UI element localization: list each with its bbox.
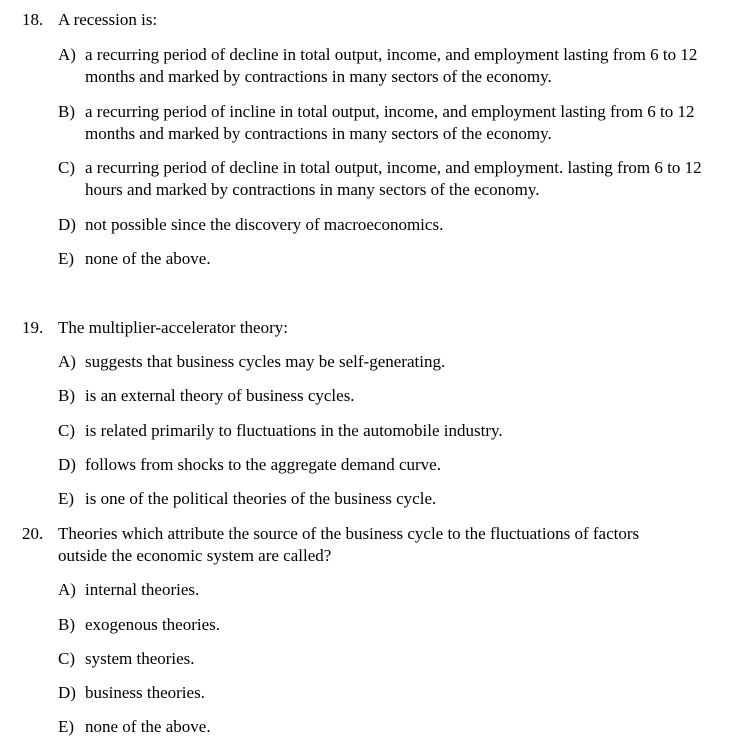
option-letter: C): [58, 158, 75, 177]
option-text: is one of the political theories of the business cycle.: [85, 489, 437, 508]
option-b: [58, 101, 718, 145]
option-letter: C): [58, 421, 75, 440]
option-b: [58, 614, 718, 636]
option-letter: E): [58, 249, 75, 268]
option-letter: B): [58, 615, 75, 634]
option-e: [58, 248, 718, 270]
option-letter: E): [58, 489, 75, 508]
option-c: [58, 157, 718, 201]
option-letter: A): [58, 45, 76, 64]
option-letter: A): [58, 580, 76, 599]
option-e: [58, 716, 718, 738]
question-stem: [22, 9, 712, 31]
option-d: [58, 682, 718, 704]
option-text: none of the above.: [85, 717, 211, 736]
option-letter: C): [58, 649, 75, 668]
option-e: [58, 488, 718, 510]
option-text: exogenous theories.: [85, 615, 221, 634]
question-stem: [22, 523, 682, 567]
option-text: a recurring period of decline in total output, income, and employment lasting from 6 to 12 months and marked by contractions in many sectors of the economy.: [85, 45, 698, 86]
option-letter: D): [58, 215, 76, 234]
option-text: a recurring period of incline in total output, income, and employment lasting from 6 to 12 months and marked by contractions in many sectors of the economy.: [85, 102, 695, 143]
option-b: [58, 385, 718, 407]
option-letter: D): [58, 683, 76, 702]
option-c: [58, 420, 718, 442]
option-text: not possible since the discovery of macroeconomics.: [85, 215, 444, 234]
option-d: [58, 454, 718, 476]
question-text: A recession is:: [58, 10, 158, 29]
option-letter: D): [58, 455, 76, 474]
option-text: business theories.: [85, 683, 205, 702]
option-letter: B): [58, 102, 75, 121]
question-number: 19.: [22, 318, 44, 337]
question-18: [22, 9, 712, 31]
option-letter: A): [58, 352, 76, 371]
question-number: 18.: [22, 10, 44, 29]
option-text: is related primarily to fluctuations in the automobile industry.: [85, 421, 503, 440]
option-a: [58, 44, 718, 88]
question-19: [22, 317, 712, 339]
option-letter: B): [58, 386, 75, 405]
option-letter: E): [58, 717, 75, 736]
question-stem: [22, 317, 712, 339]
option-text: a recurring period of decline in total output, income, and employment. lasting from 6 to 12 hours and marked by contractions in many sectors of the economy.: [85, 158, 702, 199]
option-text: follows from shocks to the aggregate demand curve.: [85, 455, 441, 474]
option-text: is an external theory of business cycles.: [85, 386, 355, 405]
question-text: Theories which attribute the source of the business cycle to the fluctuations of factors outside the economic system are called?: [58, 524, 640, 565]
option-c: [58, 648, 718, 670]
option-text: system theories.: [85, 649, 195, 668]
question-number: 20.: [22, 524, 44, 543]
option-text: suggests that business cycles may be self-generating.: [85, 352, 446, 371]
question-20: [22, 523, 682, 567]
option-text: none of the above.: [85, 249, 211, 268]
question-text: The multiplier-accelerator theory:: [58, 318, 288, 337]
option-d: [58, 214, 718, 236]
option-a: [58, 351, 718, 373]
option-text: internal theories.: [85, 580, 200, 599]
option-a: [58, 579, 718, 601]
